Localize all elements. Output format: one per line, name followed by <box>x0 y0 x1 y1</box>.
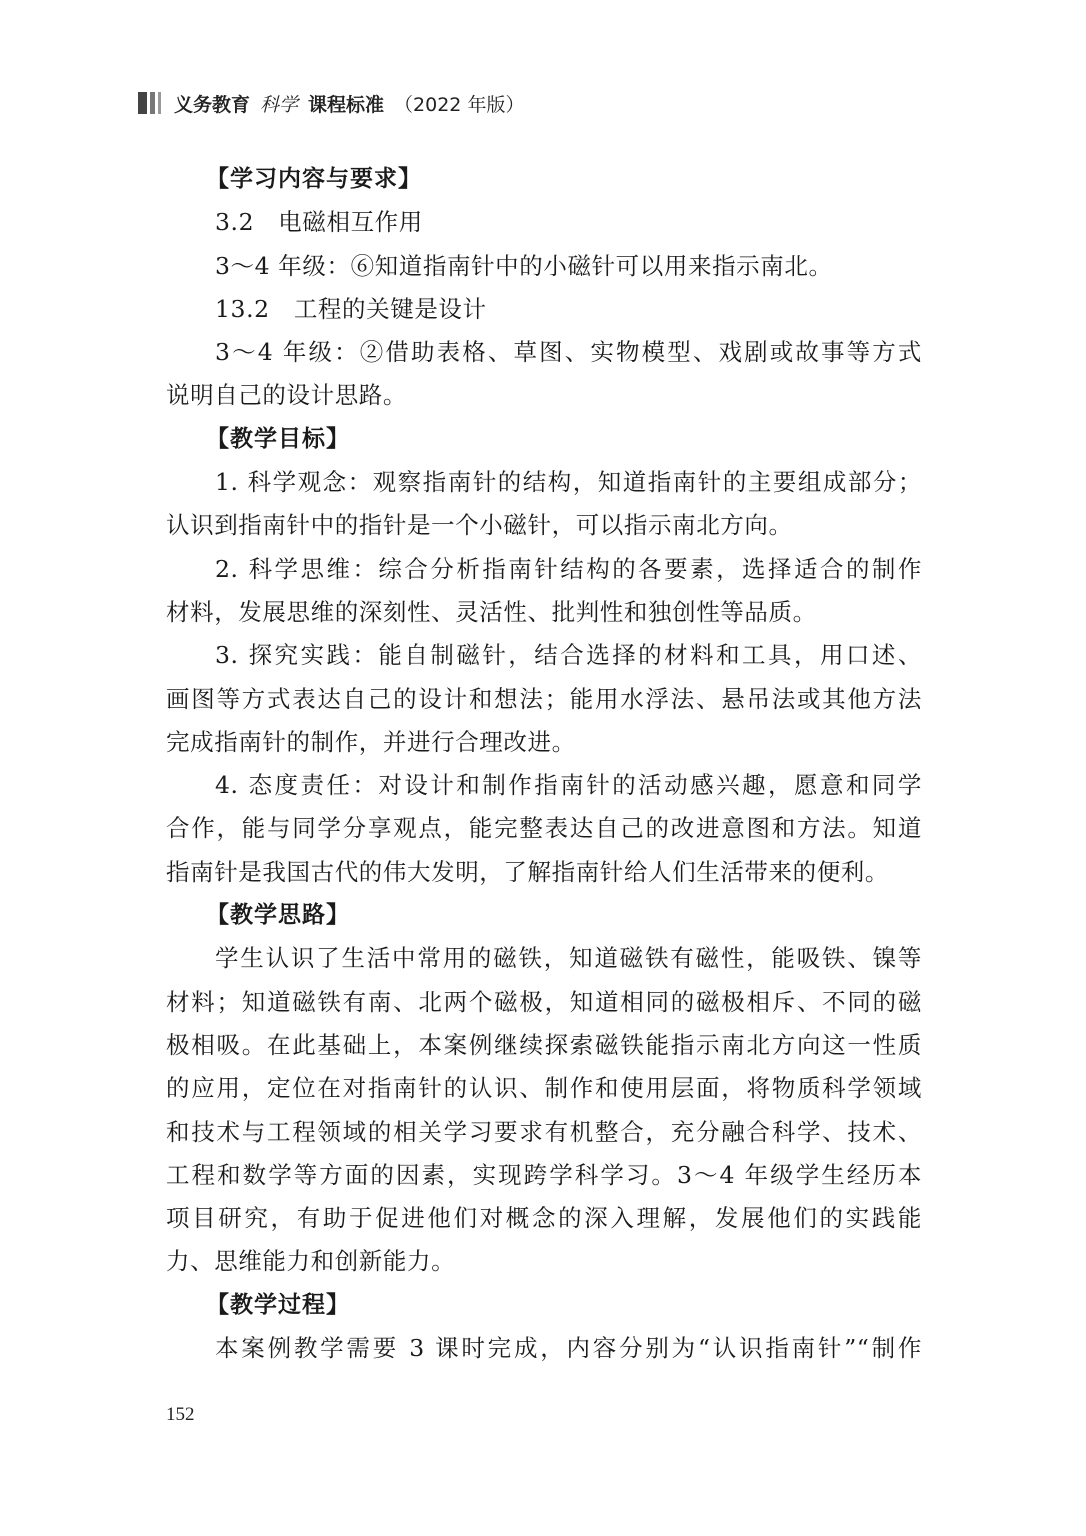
goal-3-cont: 画图等方式表达自己的设计和想法；能用水浮法、悬吊法或其他方法 <box>166 684 922 713</box>
goal-1-cont: 认识到指南针中的指针是一个小磁针，可以指示南北方向。 <box>166 511 793 540</box>
header-edition: （2022 年版） <box>394 93 525 116</box>
goal-4: 4. 态度责任：对设计和制作指南针的活动感兴趣，愿意和同学 <box>215 771 922 800</box>
goal-2: 2. 科学思维：综合分析指南针结构的各要素，选择适合的制作 <box>215 554 922 583</box>
grade-requirement-compass: 3～4 年级：⑥知道指南针中的小磁针可以用来指示南北。 <box>215 251 833 280</box>
section-heading-teaching-goals: 【教学目标】 <box>206 425 350 452</box>
approach-line-2: 材料；知道磁铁有南、北两个磁极，知道相同的磁极相斥、不同的磁 <box>166 987 922 1016</box>
section-heading-learning-content: 【学习内容与要求】 <box>206 166 422 192</box>
process-paragraph: 本案例教学需要 3 课时完成，内容分别为“认识指南针”“制作 <box>215 1334 922 1363</box>
running-header <box>138 88 524 118</box>
approach-line-8: 力、思维能力和创新能力。 <box>166 1247 456 1276</box>
section-heading-teaching-approach: 【教学思路】 <box>206 902 350 929</box>
subsection-13-2: 13.2 工程的关键是设计 <box>215 294 487 323</box>
goal-3-cont-2: 完成指南针的制作，并进行合理改进。 <box>166 727 576 756</box>
approach-line-4: 的应用，定位在对指南针的认识、制作和使用层面，将物质科学领域 <box>166 1074 922 1103</box>
header-subject: 科学 <box>260 93 299 116</box>
grade-requirement-design: 3～4 年级：②借助表格、草图、实物模型、戏剧或故事等方式 <box>215 338 922 367</box>
header-title: 课程标准 <box>308 93 385 116</box>
approach-line-7: 项目研究，有助于促进他们对概念的深入理解，发展他们的实践能 <box>166 1204 922 1233</box>
approach-line-3: 极相吸。在此基础上，本案例继续探索磁铁能指示南北方向这一性质 <box>166 1030 922 1059</box>
subsection-3-2: 3.2 电磁相互作用 <box>215 208 423 237</box>
goal-4-cont-2: 指南针是我国古代的伟大发明，了解指南针给人们生活带来的便利。 <box>166 857 889 886</box>
goal-1: 1. 科学观念：观察指南针的结构，知道指南针的主要组成部分； <box>215 468 922 497</box>
header-bars-icon <box>138 92 164 114</box>
header-prefix: 义务教育 <box>174 93 251 116</box>
approach-paragraph: 学生认识了生活中常用的磁铁，知道磁铁有磁性，能吸铁、镍等 <box>215 944 922 973</box>
grade-requirement-design-cont: 说明自己的设计思路。 <box>166 381 407 410</box>
section-heading-teaching-process: 【教学过程】 <box>206 1291 350 1318</box>
approach-line-6: 工程和数学等方面的因素，实现跨学科学习。3～4 年级学生经历本 <box>166 1160 922 1189</box>
page-number: 152 <box>166 1404 195 1425</box>
page-body <box>166 158 922 1370</box>
approach-line-5: 和技术与工程领域的相关学习要求有机整合，充分融合科学、技术、 <box>166 1117 922 1146</box>
goal-3: 3. 探究实践：能自制磁针，结合选择的材料和工具，用口述、 <box>215 641 922 670</box>
goal-4-cont: 合作，能与同学分享观点，能完整表达自己的改进意图和方法。知道 <box>166 814 922 843</box>
goal-2-cont: 材料，发展思维的深刻性、灵活性、批判性和独创性等品质。 <box>166 597 817 626</box>
